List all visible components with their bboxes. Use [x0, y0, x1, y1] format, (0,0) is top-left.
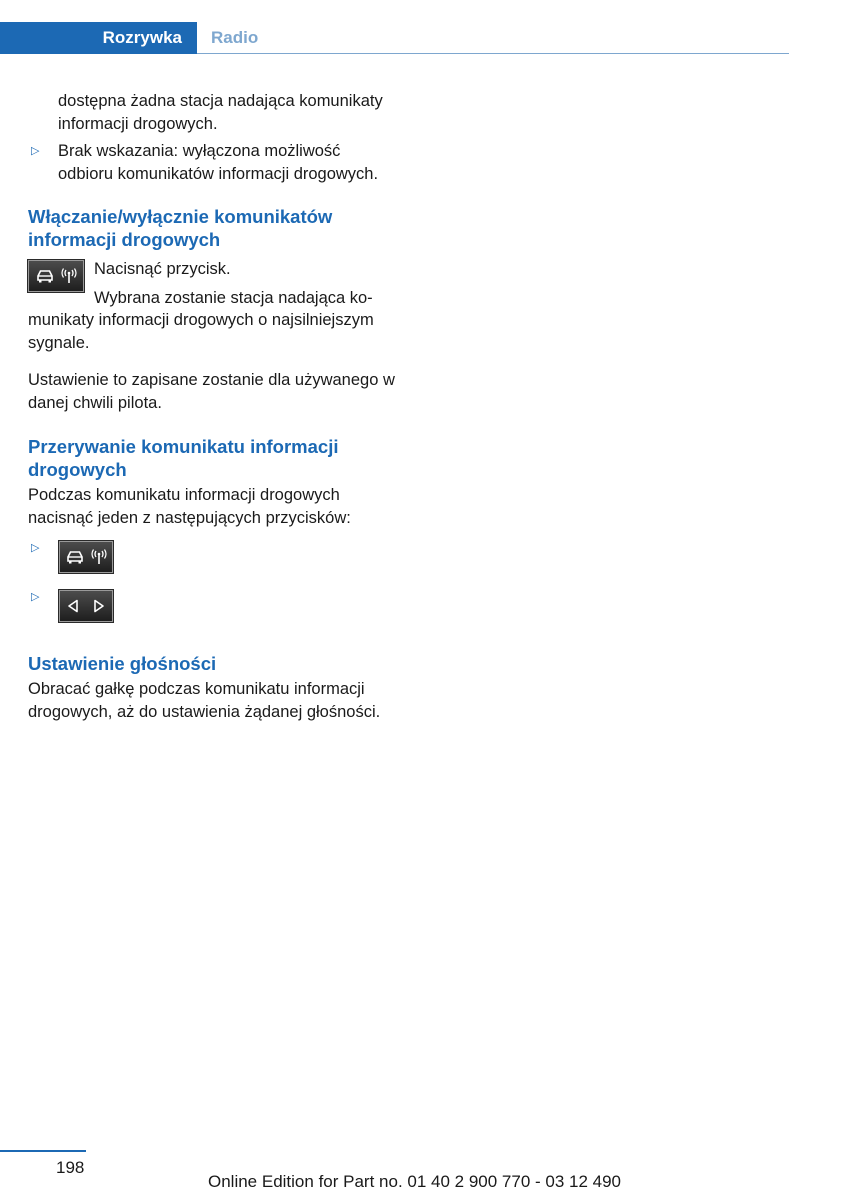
page-number: 198: [56, 1158, 85, 1177]
page-header: [0, 22, 845, 54]
list-item: [28, 537, 398, 577]
edition-footer: Online Edition for Part no. 01 40 2 900 770 - 03 12 490: [208, 1172, 622, 1191]
section-heading: Ustawienie głośności: [28, 653, 217, 674]
triangle-right-icon: ▷: [31, 145, 40, 157]
car-icon: [65, 549, 85, 565]
left-arrow-icon: [67, 599, 79, 613]
chapter-tab: Radio: [211, 28, 259, 47]
press-instruction: Nacisnąć przycisk.: [94, 260, 231, 278]
section-tab: Rozrywka: [0, 22, 197, 54]
body-paragraph: Obracać gałkę podczas komunikatu informacji drogowych, aż do ustawienia żądanej głośności.: [28, 680, 381, 721]
traffic-info-button-icon: [28, 260, 84, 292]
result-text-first-line: Wybrana zostanie stacja nadająca ko-: [94, 288, 373, 307]
footer-divider: [0, 1150, 86, 1152]
traffic-info-button-icon: [59, 541, 113, 573]
bullet-text: Brak wskazania: wyłączona możliwość odbioru komunikatów informacji drogowych.: [58, 142, 379, 183]
note-paragraph: Ustawienie to zapisane zostanie dla używanego w danej chwili pilota.: [28, 371, 395, 412]
antenna-icon: [61, 268, 77, 284]
result-text: munikaty informacji drogowych o najsilniejszym sygnale.: [28, 311, 374, 352]
car-icon: [35, 268, 55, 284]
section-heading: Włączanie/wyłącznie komunikatów informacji drogowych: [28, 206, 333, 250]
body-paragraph: Podczas komunikatu informacji drogowych nacisnąć jeden z następujących przycisków:: [28, 486, 351, 527]
list-item: [28, 586, 398, 626]
triangle-right-icon: ▷: [31, 591, 40, 603]
button-instruction: [28, 258, 398, 354]
right-arrow-icon: [93, 599, 105, 613]
triangle-right-icon: ▷: [31, 542, 40, 554]
main-content: [28, 90, 398, 723]
section-heading: Przerywanie komunikatu informacji drogowych: [28, 436, 339, 480]
continuation-paragraph: dostępna żadna stacja nadająca komunikaty informacji drogowych.: [58, 92, 383, 133]
antenna-icon: [91, 549, 107, 565]
list-item: [28, 140, 398, 185]
header-divider: [197, 53, 789, 54]
left-right-arrow-button-icon: [59, 590, 113, 622]
